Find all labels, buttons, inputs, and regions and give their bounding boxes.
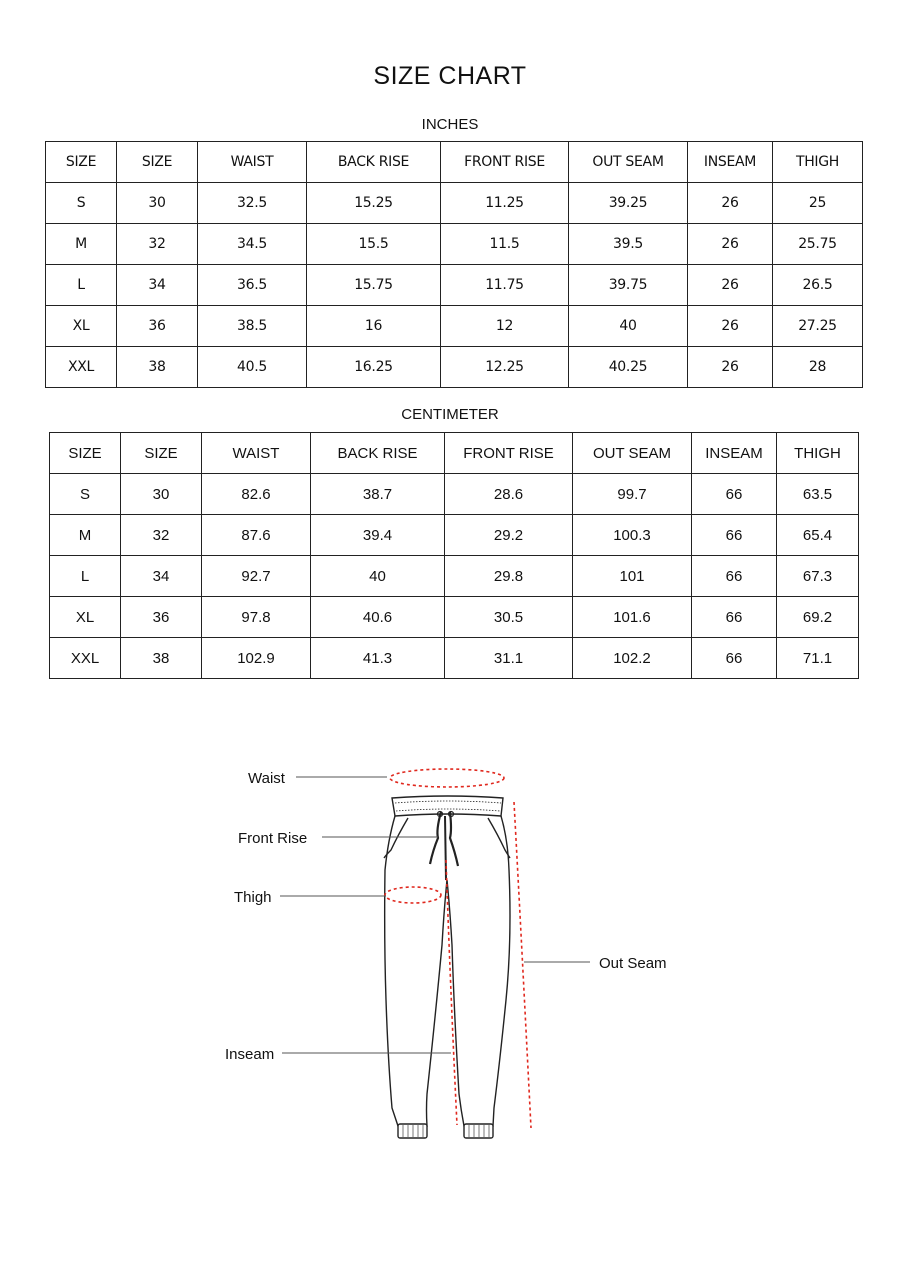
page-title: SIZE CHART [373,62,527,90]
table-cell: 26.5 [773,265,863,306]
table-cell: 15.75 [307,265,441,306]
table-cell: 102.9 [202,638,311,679]
table-cell: 40 [569,306,688,347]
table-cell: 66 [692,556,777,597]
centimeter-heading: CENTIMETER [401,406,499,423]
column-header: BACK RISE [311,433,445,474]
column-header: OUT SEAM [573,433,692,474]
table-cell: 39.5 [569,224,688,265]
table-cell: 66 [692,515,777,556]
table-cell: 39.25 [569,183,688,224]
table-cell: 40 [311,556,445,597]
table-cell: 101.6 [573,597,692,638]
column-header: INSEAM [692,433,777,474]
table-cell: 16 [307,306,441,347]
table-cell: 69.2 [777,597,859,638]
table-cell: 63.5 [777,474,859,515]
table-cell: 40.25 [569,347,688,388]
table-cell: 15.25 [307,183,441,224]
table-cell: 38 [117,347,198,388]
table-cell: 71.1 [777,638,859,679]
inseam-label: Inseam [225,1046,275,1063]
column-header: SIZE [117,142,198,183]
table-cell: L [46,265,117,306]
table-cell: 11.75 [441,265,569,306]
table-cell: 65.4 [777,515,859,556]
table-cell: 66 [692,638,777,679]
table-cell: 39.4 [311,515,445,556]
inches-heading: INCHES [421,116,479,133]
table-cell: 34.5 [198,224,307,265]
thigh-label: Thigh [234,889,272,906]
table-cell: 40.5 [198,347,307,388]
table-cell: 39.75 [569,265,688,306]
table-cell: 30 [121,474,202,515]
waist-label: Waist [248,770,285,787]
table-cell: 38 [121,638,202,679]
column-header: SIZE [50,433,121,474]
table-cell: 31.1 [445,638,573,679]
column-header: WAIST [202,433,311,474]
table-cell: 30.5 [445,597,573,638]
table-cell: 102.2 [573,638,692,679]
table-cell: 38.5 [198,306,307,347]
table-cell: 26 [688,224,773,265]
table-cell: 99.7 [573,474,692,515]
table-cell: 16.25 [307,347,441,388]
table-cell: 36.5 [198,265,307,306]
column-header: FRONT RISE [445,433,573,474]
column-header: FRONT RISE [441,142,569,183]
column-header: THIGH [773,142,863,183]
table-cell: M [50,515,121,556]
table-cell: 11.5 [441,224,569,265]
table-cell: 41.3 [311,638,445,679]
table-cell: S [46,183,117,224]
column-header: BACK RISE [307,142,441,183]
table-cell: 12.25 [441,347,569,388]
table-cell: 66 [692,474,777,515]
table-cell: 28.6 [445,474,573,515]
table-cell: 36 [117,306,198,347]
table-cell: 87.6 [202,515,311,556]
table-cell: 26 [688,183,773,224]
table-cell: 36 [121,597,202,638]
table-cell: 34 [121,556,202,597]
front-rise-label: Front Rise [238,830,308,847]
table-cell: XL [50,597,121,638]
table-cell: L [50,556,121,597]
pants-illustration [384,796,510,1138]
table-cell: 100.3 [573,515,692,556]
table-cell: 26 [688,347,773,388]
table-cell: 25.75 [773,224,863,265]
table-cell: 38.7 [311,474,445,515]
table-cell: S [50,474,121,515]
thigh-guide [385,887,441,903]
column-header: WAIST [198,142,307,183]
table-cell: 15.5 [307,224,441,265]
waist-guide [390,769,504,787]
column-header: OUT SEAM [569,142,688,183]
out-seam-guide [514,802,531,1128]
table-cell: 30 [117,183,198,224]
table-cell: 32.5 [198,183,307,224]
table-cell: 101 [573,556,692,597]
table-cell: 32 [117,224,198,265]
table-cell: XL [46,306,117,347]
table-cell: 34 [117,265,198,306]
table-cell: 28 [773,347,863,388]
inseam-guide [446,860,457,1125]
table-cell: 29.2 [445,515,573,556]
column-header: INSEAM [688,142,773,183]
table-cell: M [46,224,117,265]
table-cell: 82.6 [202,474,311,515]
table-cell: 92.7 [202,556,311,597]
out-seam-label: Out Seam [599,955,667,972]
table-cell: 66 [692,597,777,638]
table-cell: 67.3 [777,556,859,597]
table-cell: 26 [688,306,773,347]
table-cell: 12 [441,306,569,347]
table-cell: 25 [773,183,863,224]
table-cell: 27.25 [773,306,863,347]
table-cell: 26 [688,265,773,306]
table-cell: 29.8 [445,556,573,597]
column-header: SIZE [46,142,117,183]
table-cell: 11.25 [441,183,569,224]
column-header: THIGH [777,433,859,474]
table-cell: XXL [46,347,117,388]
table-cell: XXL [50,638,121,679]
table-cell: 97.8 [202,597,311,638]
table-cell: 32 [121,515,202,556]
table-cell: 40.6 [311,597,445,638]
column-header: SIZE [121,433,202,474]
